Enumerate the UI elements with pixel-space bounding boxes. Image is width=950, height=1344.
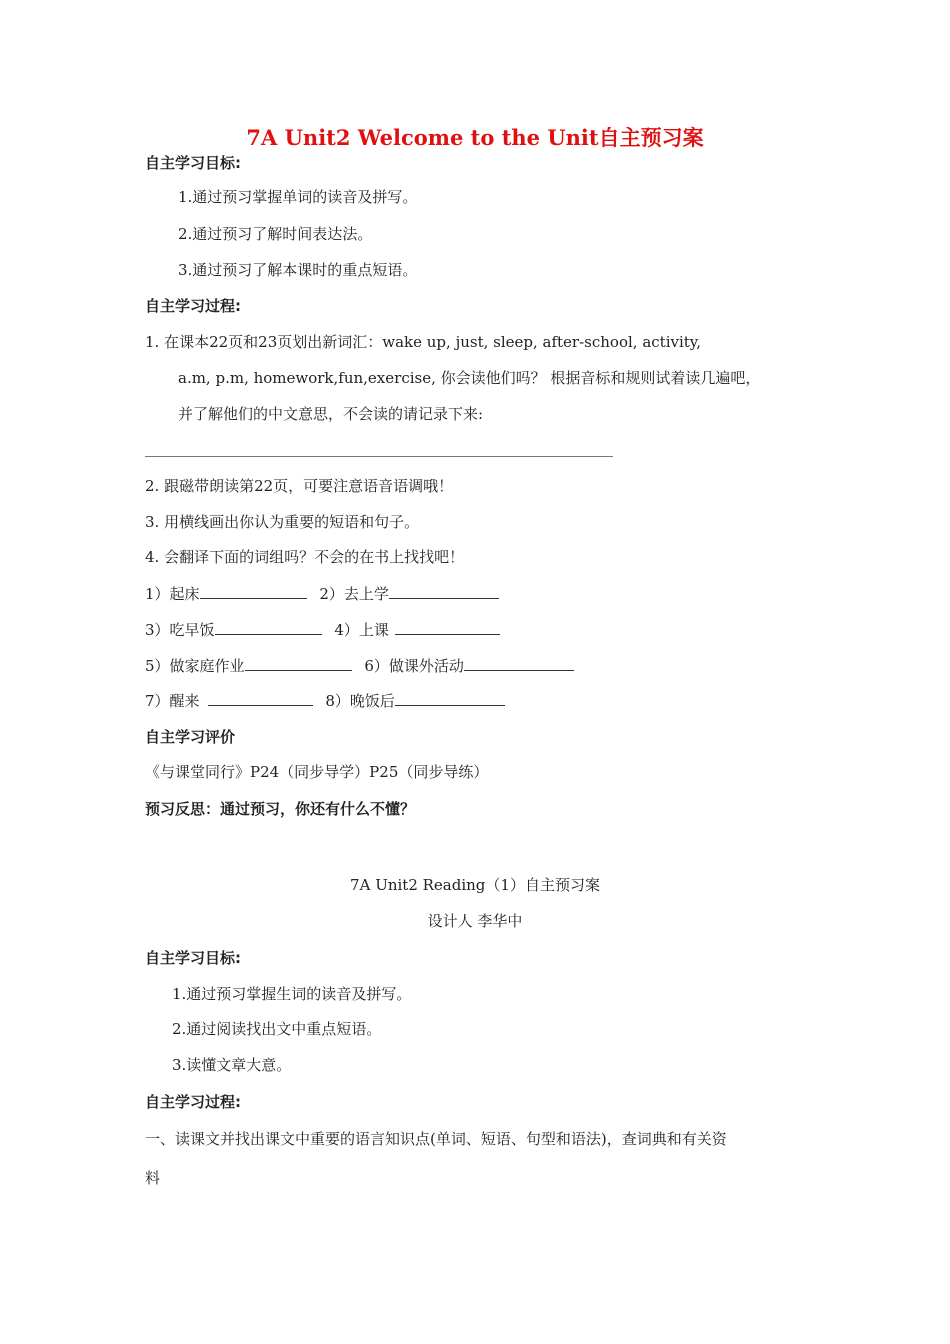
step-1-line-1: 一、读课文并找出课文中重要的语言知识点(单词、短语、句型和语法)，查词典和有关资 <box>145 1130 727 1148</box>
phrase-blank[interactable] <box>395 690 505 706</box>
phrase-blank[interactable] <box>464 655 574 671</box>
phrase-label: 1）起床 <box>145 585 200 603</box>
process-heading: 自主学习过程: <box>145 297 241 315</box>
phrase-row <box>145 619 500 640</box>
step-3: 3. 用横线画出你认为重要的短语和句子。 <box>145 513 420 531</box>
goal-item: 2.通过预习了解时间表达法。 <box>178 225 373 243</box>
goals-heading: 自主学习目标: <box>145 949 241 967</box>
goal-item: 3.通过预习了解本课时的重点短语。 <box>178 261 418 279</box>
phrase-blank[interactable] <box>208 690 313 706</box>
phrase-blank[interactable] <box>200 583 307 599</box>
phrase-row <box>145 583 499 604</box>
process-heading: 自主学习过程: <box>145 1093 241 1111</box>
step-1-line-2: 料 <box>145 1169 161 1187</box>
phrase-label: 7）醒来 <box>145 692 200 710</box>
designer-line: 设计人 李华中 <box>427 912 523 930</box>
goals-heading: 自主学习目标: <box>145 154 241 172</box>
phrase-label: 4）上课 <box>334 621 389 639</box>
step-4: 4. 会翻译下面的词组吗？不会的在书上找找吧！ <box>145 548 465 566</box>
step-1-line-1: 1. 在课本22页和23页划出新词汇：wake up, just, sleep, after-school, activity, <box>145 333 702 351</box>
eval-heading: 自主学习评价 <box>145 728 236 746</box>
phrase-blank[interactable] <box>215 619 322 635</box>
phrase-row <box>145 690 505 711</box>
eval-text: 《与课堂同行》P24（同步导学）P25（同步导练） <box>145 763 489 781</box>
goal-item: 1.通过预习掌握生词的读音及拼写。 <box>172 985 412 1003</box>
section1-title: 7A Unit2 Welcome to the Unit自主预习案 <box>246 125 704 150</box>
step-1-line-3: 并了解他们的中文意思，不会读的请记录下来: <box>178 405 484 423</box>
step-1-line-2: a.m, p.m, homework,fun,exercise, 你会读他们吗？ 根据音标和规则试着读几遍吧， <box>178 369 761 387</box>
answer-line[interactable] <box>145 456 613 457</box>
section2-title: 7A Unit2 Reading（1）自主预习案 <box>350 876 600 894</box>
reflection-prompt: 预习反思：通过预习，你还有什么不懂？ <box>145 800 416 818</box>
goal-item: 3.读懂文章大意。 <box>172 1056 292 1074</box>
phrase-label: 3）吃早饭 <box>145 621 215 639</box>
phrase-label: 5）做家庭作业 <box>145 657 245 675</box>
step-2: 2. 跟磁带朗读第22页，可要注意语音语调哦！ <box>145 477 454 495</box>
phrase-label: 6）做课外活动 <box>364 657 464 675</box>
goal-item: 2.通过阅读找出文中重点短语。 <box>172 1020 382 1038</box>
phrase-blank[interactable] <box>245 655 352 671</box>
goal-item: 1.通过预习掌握单词的读音及拼写。 <box>178 188 418 206</box>
phrase-label: 8）晚饭后 <box>325 692 395 710</box>
phrase-label: 2）去上学 <box>319 585 389 603</box>
phrase-blank[interactable] <box>389 583 499 599</box>
phrase-blank[interactable] <box>395 619 500 635</box>
phrase-row <box>145 655 574 676</box>
